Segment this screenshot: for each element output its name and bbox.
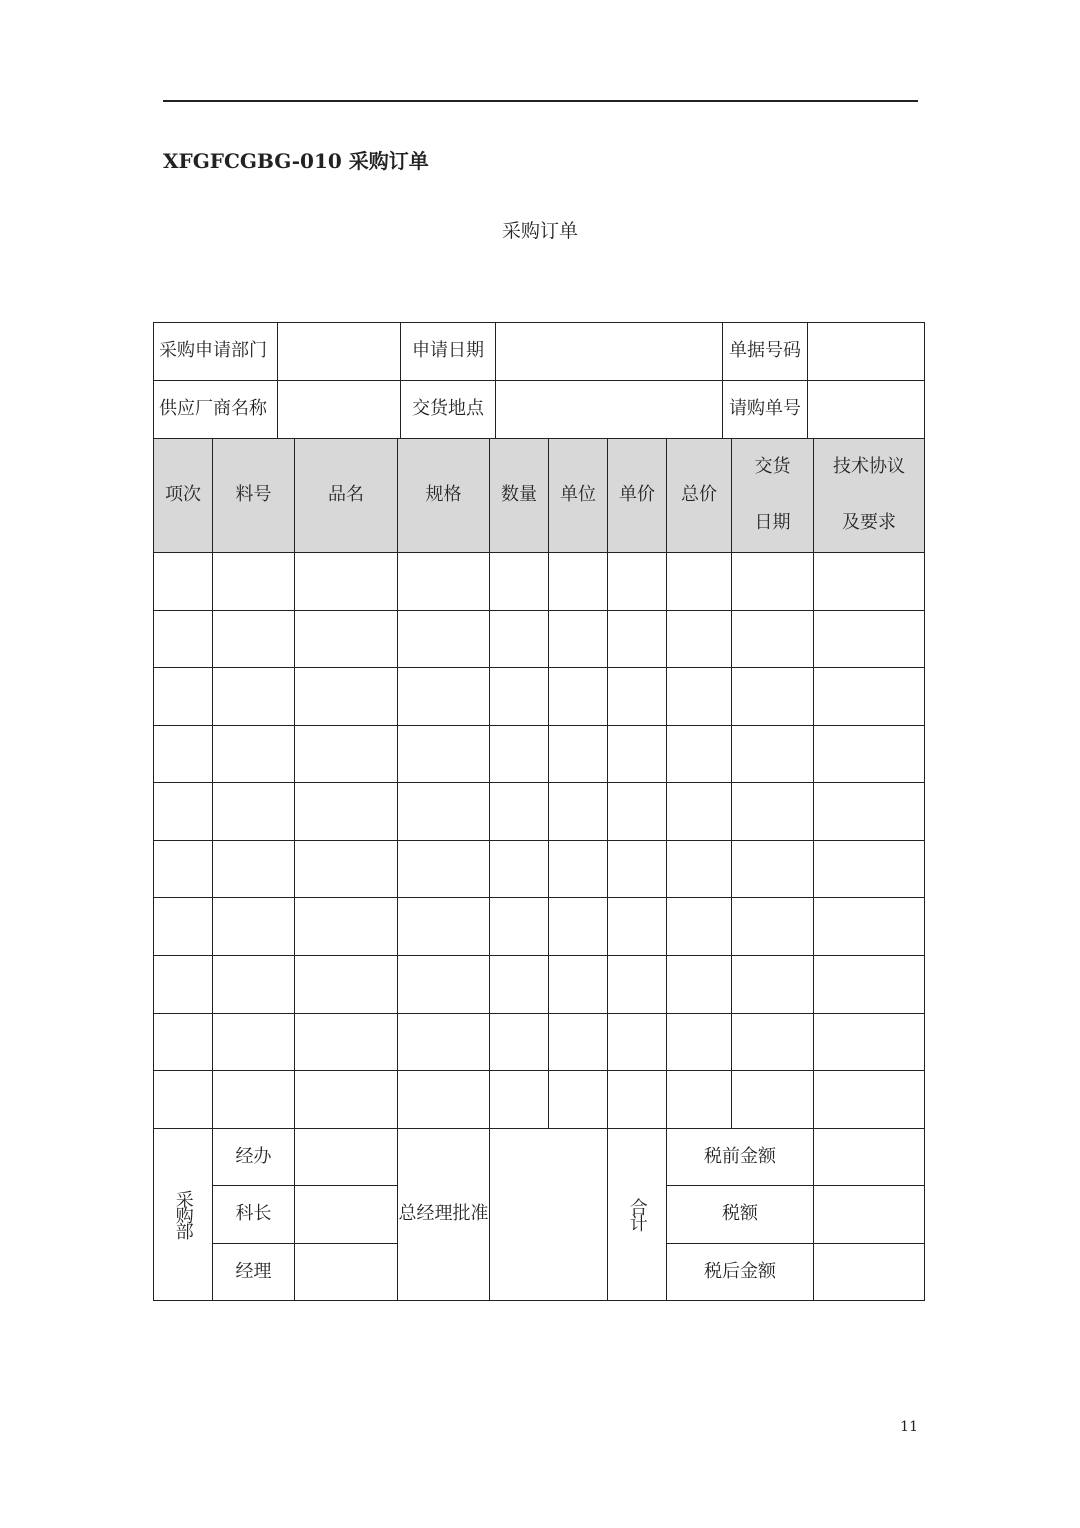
table-cell[interactable] xyxy=(732,1013,813,1069)
delivery-place-field[interactable] xyxy=(496,380,722,438)
table-cell[interactable] xyxy=(814,667,923,724)
total-text: 合计 xyxy=(626,1198,648,1230)
table-cell[interactable] xyxy=(398,1013,489,1069)
table-cell[interactable] xyxy=(398,1070,489,1127)
table-cell[interactable] xyxy=(490,1013,548,1069)
table-cell[interactable] xyxy=(814,840,923,896)
table-cell[interactable] xyxy=(549,840,607,896)
table-cell[interactable] xyxy=(549,725,607,781)
table-cell[interactable] xyxy=(814,782,923,839)
table-cell[interactable] xyxy=(667,552,731,609)
table-cell[interactable] xyxy=(732,840,813,896)
gm-approval-field[interactable] xyxy=(490,1128,607,1300)
table-cell[interactable] xyxy=(667,610,731,666)
column-header-name: 品名 xyxy=(328,484,364,506)
table-cell[interactable] xyxy=(814,610,923,666)
table-cell[interactable] xyxy=(213,897,294,954)
purchasing-dept-text: 采购部 xyxy=(172,1190,194,1238)
table-cell[interactable] xyxy=(732,782,813,839)
purchasing-dept-label xyxy=(154,1128,212,1300)
table-cell[interactable] xyxy=(295,610,397,666)
table-cell[interactable] xyxy=(608,1070,666,1127)
table-cell[interactable] xyxy=(608,897,666,954)
table-cell[interactable] xyxy=(295,552,397,609)
handler-label: 经办 xyxy=(235,1145,272,1167)
column-header-spec: 规格 xyxy=(425,484,462,506)
section-chief-label: 科长 xyxy=(235,1203,272,1225)
table-cell[interactable] xyxy=(295,782,397,839)
table-cell[interactable] xyxy=(490,782,548,839)
table-cell[interactable] xyxy=(490,667,548,724)
section-chief-signature-field[interactable] xyxy=(295,1185,397,1243)
table-cell[interactable] xyxy=(213,840,294,896)
table-cell[interactable] xyxy=(154,1013,212,1069)
table-cell[interactable] xyxy=(154,1070,212,1127)
table-cell[interactable] xyxy=(814,552,923,609)
table-cell[interactable] xyxy=(608,1013,666,1069)
table-cell[interactable] xyxy=(213,782,294,839)
table-cell[interactable] xyxy=(398,610,489,666)
table-cell[interactable] xyxy=(213,725,294,781)
table-cell[interactable] xyxy=(213,1070,294,1127)
table-cell[interactable] xyxy=(549,897,607,954)
table-cell[interactable] xyxy=(295,667,397,724)
table-cell[interactable] xyxy=(398,782,489,839)
table-cell[interactable] xyxy=(154,840,212,896)
department-field[interactable] xyxy=(278,322,400,380)
table-cell[interactable] xyxy=(549,610,607,666)
apply-date-label: 申请日期 xyxy=(412,340,484,362)
table-cell[interactable] xyxy=(295,1070,397,1127)
table-cell[interactable] xyxy=(295,725,397,781)
apply-date-field[interactable] xyxy=(496,322,722,380)
table-cell[interactable] xyxy=(608,725,666,781)
table-cell[interactable] xyxy=(549,955,607,1012)
document-code-title: XFGFCGBG-010 采购订单 xyxy=(163,149,429,173)
table-cell[interactable] xyxy=(154,725,212,781)
table-cell[interactable] xyxy=(490,610,548,666)
table-cell[interactable] xyxy=(213,610,294,666)
table-cell[interactable] xyxy=(608,840,666,896)
table-cell[interactable] xyxy=(154,897,212,954)
column-header-delivery-date xyxy=(732,438,813,552)
tax-amount-field[interactable] xyxy=(814,1185,924,1243)
table-cell[interactable] xyxy=(814,1013,923,1069)
table-cell[interactable] xyxy=(667,1013,731,1069)
table-cell[interactable] xyxy=(154,782,212,839)
after-tax-amount-label: 税后金额 xyxy=(704,1260,776,1282)
table-cell[interactable] xyxy=(154,610,212,666)
table-cell[interactable] xyxy=(608,955,666,1012)
table-cell[interactable] xyxy=(398,667,489,724)
gm-approval-label: 总经理批准 xyxy=(398,1203,489,1224)
table-cell[interactable] xyxy=(295,1013,397,1069)
table-cell[interactable] xyxy=(814,1070,923,1127)
column-header-qty: 数量 xyxy=(501,484,537,506)
requisition-number-field[interactable] xyxy=(808,380,924,438)
doc-number-field[interactable] xyxy=(808,322,924,380)
table-cell[interactable] xyxy=(490,1070,548,1127)
tax-amount-label: 税额 xyxy=(722,1203,758,1225)
column-header-tech-requirements xyxy=(814,438,924,552)
table-cell[interactable] xyxy=(814,955,923,1012)
table-cell[interactable] xyxy=(732,725,813,781)
column-header-item: 项次 xyxy=(165,484,201,506)
table-cell[interactable] xyxy=(154,667,212,724)
table-cell[interactable] xyxy=(490,897,548,954)
table-cell[interactable] xyxy=(490,955,548,1012)
doc-number-label: 单据号码 xyxy=(729,340,801,362)
after-tax-amount-field[interactable] xyxy=(814,1243,924,1300)
table-cell[interactable] xyxy=(398,725,489,781)
pre-tax-amount-label: 税前金额 xyxy=(704,1145,776,1167)
delivery-date-line-1: 交货 xyxy=(754,456,791,477)
page-number: 11 xyxy=(900,1419,918,1435)
table-cell[interactable] xyxy=(490,840,548,896)
table-cell[interactable] xyxy=(295,840,397,896)
table-cell[interactable] xyxy=(213,1013,294,1069)
manager-signature-field[interactable] xyxy=(295,1243,397,1300)
table-cell[interactable] xyxy=(213,667,294,724)
table-cell[interactable] xyxy=(398,897,489,954)
table-cell[interactable] xyxy=(295,955,397,1012)
table-cell[interactable] xyxy=(549,552,607,609)
column-header-total: 总价 xyxy=(681,484,717,506)
handler-signature-field[interactable] xyxy=(295,1128,397,1185)
table-cell[interactable] xyxy=(732,667,813,724)
table-cell[interactable] xyxy=(213,552,294,609)
delivery-place-label: 交货地点 xyxy=(412,398,484,420)
table-cell[interactable] xyxy=(398,552,489,609)
table-cell[interactable] xyxy=(490,725,548,781)
requisition-number-label: 请购单号 xyxy=(729,398,801,420)
table-cell[interactable] xyxy=(667,955,731,1012)
header-rule xyxy=(163,100,918,102)
table-cell[interactable] xyxy=(667,897,731,954)
department-label: 采购申请部门 xyxy=(159,340,267,362)
table-cell[interactable] xyxy=(608,552,666,609)
table-cell[interactable] xyxy=(549,1070,607,1127)
table-cell[interactable] xyxy=(398,840,489,896)
column-header-unit: 单位 xyxy=(560,484,596,506)
table-cell[interactable] xyxy=(732,955,813,1012)
table-cell[interactable] xyxy=(667,667,731,724)
column-header-unit-price: 单价 xyxy=(619,484,655,506)
tech-requirements-line-2: 及要求 xyxy=(842,512,896,533)
table-cell[interactable] xyxy=(814,897,923,954)
column-header-part-no: 料号 xyxy=(235,484,272,506)
table-cell[interactable] xyxy=(667,1070,731,1127)
table-cell[interactable] xyxy=(154,552,212,609)
supplier-field[interactable] xyxy=(278,380,400,438)
table-cell[interactable] xyxy=(732,897,813,954)
tech-requirements-line-1: 技术协议 xyxy=(833,456,905,477)
table-cell[interactable] xyxy=(814,725,923,781)
manager-label: 经理 xyxy=(235,1260,272,1282)
delivery-date-line-2: 日期 xyxy=(754,512,791,533)
table-cell[interactable] xyxy=(667,840,731,896)
table-cell[interactable] xyxy=(490,552,548,609)
table-cell[interactable] xyxy=(732,552,813,609)
table-cell[interactable] xyxy=(667,782,731,839)
table-cell[interactable] xyxy=(608,782,666,839)
table-cell[interactable] xyxy=(154,955,212,1012)
table-cell[interactable] xyxy=(608,667,666,724)
table-cell[interactable] xyxy=(732,610,813,666)
table-cell[interactable] xyxy=(549,667,607,724)
pre-tax-amount-field[interactable] xyxy=(814,1128,924,1185)
table-cell[interactable] xyxy=(549,1013,607,1069)
form-title: 采购订单 xyxy=(501,220,578,242)
table-cell[interactable] xyxy=(608,610,666,666)
table-cell[interactable] xyxy=(732,1070,813,1127)
supplier-label: 供应厂商名称 xyxy=(159,398,267,420)
table-cell[interactable] xyxy=(549,782,607,839)
table-cell[interactable] xyxy=(667,725,731,781)
table-cell[interactable] xyxy=(213,955,294,1012)
table-cell[interactable] xyxy=(398,955,489,1012)
total-label xyxy=(608,1128,666,1300)
table-cell[interactable] xyxy=(295,897,397,954)
